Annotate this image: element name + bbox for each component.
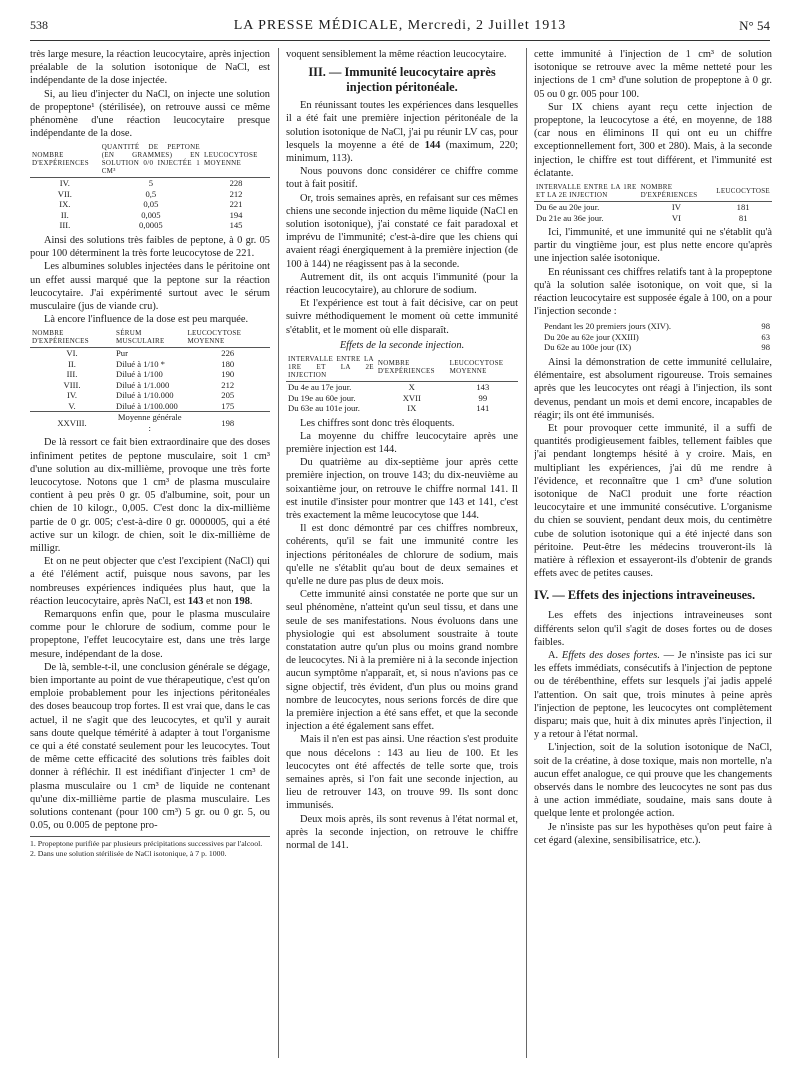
paragraph: Et pour provoquer cette immunité, il a suffi de quantités prodigieusement faibles, tellement faibles que j'ai pendant longtemps hésité à y croire. Mais, en multipliant les expériences, j'ai dû me rendre à l'évidence, et reconnaître que 1 cm³ d'une solution isotonique de NaCl produit une forte réaction leucocytaire et une immunité consécutive. L'organisme du chien se souvient, pendant deux mois, du centimètre cube de solution isotonique qui a été injecté dans son péritoine. Peut-être les médecins trouveront-ils là matière à réflexion et essayeront-ils d'obtenir de grands effets avec de petites causes. [534, 422, 772, 580]
paragraph: Nous pouvons donc considérer ce chiffre comme tout à fait positif. [286, 166, 518, 191]
paragraph: En réunissant ces chiffres relatifs tant à la propeptone qu'à la solution salée isotonique, on voit que, si la réaction leucocytaire est supposée égale à 100, on a pour l'injection seconde : [534, 266, 772, 318]
table-row: VI. Pur 226 [66, 348, 235, 359]
paragraph: Il est donc démontré par ces chiffres nombreux, cohérents, qu'il se fait une immunité contre les injections péritonéales de chlorure de sodium, mais qu'elle ne s'établit qu'au bout de deux semaines et qu'elle ne dure pas plus de deux mois. [286, 523, 518, 587]
paragraph: Ici, l'immunité, et une immunité qui ne s'établit qu'à partir du vingtième jour, est plus nette encore qu'après une injection salée isotonique. [534, 227, 772, 265]
paragraph: Ainsi la démonstration de cette immunité cellulaire, élémentaire, est absolument rigoureuse. Trois semaines après que les leucocytes ont réagi à l'injection, ils sont devenus, pendant un mois et demi encore, incapables de réagir; ils ont été immunisés. [534, 356, 772, 421]
table-row: Du 19e au 60e jour. XVII 99 [288, 392, 488, 403]
table-header: LEUCOCYTOSE MOYENNE [185, 329, 270, 348]
table-row: V. Dilué à 1/100.000 175 [68, 400, 235, 411]
column-3 [534, 48, 772, 1068]
journal-title: LA PRESSE MÉDICALE, Mercredi, 2 Juillet 1913 [233, 18, 567, 33]
paragraph: Or, trois semaines après, en refaisant sur ces mêmes chiens une seconde injection du même liquide (NaCl en solution isotonique), j'ai constaté ce fait paradoxal et imprévu de l'immunité; c'est-à-dire que les chiens qui avaient réagi énergiquement à la première injection (de 100 à 144) ne réagissent pas à la seconde. [286, 192, 518, 270]
table-row: IX. 0,05 221 [59, 199, 243, 210]
table-row: Du 21e au 36e jour. VI 81 [536, 212, 748, 223]
paragraph: Et l'expérience est tout à fait décisive, car on peut suivre méthodiquement le moment où cette immunité s'établit, et le moment où elle disparaît. [286, 298, 518, 336]
paragraph: Deux mois après, ils sont revenus à l'état normal et, après la seconde injection, on retrouve le chiffre normal de 141. [286, 813, 518, 852]
table-title: Effets de la seconde injection. [339, 339, 465, 351]
serum-dose-table [30, 329, 270, 433]
table-row: IV. 5 228 [59, 178, 243, 189]
table-header: NOMBRE D'EXPÉRIENCES [376, 355, 448, 382]
paragraph: La moyenne du chiffre leucocytaire après une première injection est 144. [286, 430, 518, 455]
header-rule [30, 40, 770, 41]
table-header: NOMBRE D'EXPÉRIENCES [639, 183, 715, 202]
paragraph: Ainsi des solutions très faibles de peptone, à 0 gr. 05 pour 100 déterminent la très forte leucocytose de 221. [30, 234, 270, 260]
table-row: IV. Dilué à 1/10.000 205 [66, 390, 235, 401]
combined-ratio-table [534, 321, 772, 353]
table-row: Du 6e au 20e jour. IV 181 [536, 202, 750, 213]
propeptone-immunity-table [534, 183, 772, 223]
footnote: 1. Propeptone purifiée par plusieurs précipitations successives par l'alcool. [30, 839, 263, 849]
paragraph: En réunissant toutes les expériences dans lesquelles il a été fait une première injection péritonéale de la solution isotonique de NaCl, j'ai pu réunir LV cas, pour lesquels la moyenne a été de 144 (maximum, 220; minimum, 113). [286, 100, 518, 165]
paragraph: Et on ne peut objecter que c'est l'excipient (NaCl) qui a été l'élément actif, puisque nous savons, par les nombreuses expériences indiquées plus haut, que la réaction leucocytaire, après NaCl, est 143 et non 198. [30, 556, 270, 607]
paragraph: voquent sensiblement la même réaction leucocytaire. [286, 49, 507, 60]
paragraph: Du quatrième au dix-septième jour après cette première injection, on trouve 143; du dix-neuvième au soixantième jour, on retrouve le chiffre normal 141. Il est inutile d'insister pour montrer que 143 et 141, c'est très exactement la même leucocytose que 144. [286, 457, 518, 521]
table-header: LEUCOCYTOSE MOYENNE [448, 355, 518, 382]
table-row: III. 0,0005 145 [59, 220, 243, 231]
paragraph: Autrement dit, ils ont acquis l'immunité (pour la réaction leucocytaire), au chlorure de sodium. [286, 271, 518, 297]
paragraph: Sur IX chiens ayant reçu cette injection de propeptone, la leucocytose a été, en moyenne, de 188 (car nous en éliminons II qui ont eu un chiffre exceptionnellement fort, 300 et 280). Mais, à la seconde injection, le chiffre est tout différent, et l'immunité est éclatante. [534, 101, 772, 179]
paragraph: cette immunité à l'injection de 1 cm³ de solution isotonique se retrouve avec la même netteté pour les injections de 1 cm³ d'une solution de propeptone à 0 gr. 05 ou 0 gr. 005 pour 100. [534, 49, 772, 100]
table-row: Pendant les 20 premiers jours (XIV). 98 [544, 321, 770, 332]
paragraph: L'injection, soit de la solution isotonique de NaCl, soit de la créatine, à dose toxique, mais non mortelle, n'a aucun effet analogue, ce qui prouve que les changements observés dans le nombre des leucocytes ne sont pas dus à une action immédiate, soudaine, mais sans doute à quelque lente et prolongée action. [534, 742, 772, 820]
section-heading: III. — Immunité leucocytaire après injection péritonéale. [308, 65, 496, 95]
table-row: Du 20e au 62e jour (XXIII) 63 [544, 331, 770, 342]
paragraph: Les chiffres sont donc très éloquents. [300, 417, 455, 429]
table-row: II. 0,005 194 [60, 209, 243, 220]
paragraph: Mais il n'en est pas ainsi. Une réaction s'est produite que nous décelons : 143 au lieu de 100. Et les leucocytes ont été affectés de telle sorte que, trois semaines après, si l'on fait une seconde injection, au lieu de retrouver 143, on trouve 99. Ils sont donc immunisés. [286, 734, 518, 812]
paragraph: Les albumines solubles injectées dans le péritoine ont un effet aussi marqué que la peptone sur la réaction leucocytaire. J'ai expérimenté surtout avec le sérum musculaire (jus de viande cru). [30, 261, 270, 312]
paragraph: Là encore l'influence de la dose est peu marquée. [44, 314, 249, 326]
paragraph: A. Effets des doses fortes. — Je n'insiste pas ici sur les effets immédiats, consécutifs à l'injection de peptone ou de térébenthine, effets sur lesquels j'ai jadis appelé l'attention. On sait que, trois minutes à peine après l'injection de peptone, les leucocytes ont complètement disparu; mais que, huit à dix minutes après l'injection, il y a retour à l'état normal. [534, 650, 772, 741]
page-number: 538 [30, 18, 48, 32]
table-header: LEUCOCYTOSE MOYENNE [202, 143, 270, 178]
paragraph: Si, au lieu d'injecter du NaCl, on injecte une solution de propeptone¹ (stérilisée), on retrouve aussi ce même phénomène d'une réaction leucocytaire presque indépendante de la dose. [30, 88, 270, 140]
footnotes [30, 836, 270, 858]
table-header: NOMBRE D'EXPÉRIENCES [30, 143, 100, 178]
table-header: SÉRUM MUSCULAIRE [114, 329, 185, 348]
section-heading: IV. — Effets des injections intraveineuses. [534, 588, 756, 603]
peptone-dose-table [30, 143, 270, 231]
paragraph: très large mesure, la réaction leucocytaire, après injection préalable de la solution isotonique de NaCl, est indépendante de la dose injectée. [30, 49, 270, 87]
table-row: II. Dilué à 1/10 * 180 [68, 358, 235, 369]
table-header: INTERVALLE ENTRE LA 1RE ET LA 2E INJECTION [534, 183, 639, 202]
table-header: QUANTITÉ DE PEPTONE (EN GRAMMES) EN SOLUTION 0/0 INJECTÉE 1 CM³ [100, 143, 202, 178]
column-divider [526, 48, 527, 1058]
paragraph: De là ressort ce fait bien extraordinaire que des doses infiniment petites de peptone musculaire, soit 1 cm³ d'une solution au dix-millième, provoque une très forte leucocytose. Notons que 1 cm³ de plasma musculaire contient à peu près 0 gr. 05 d'albumine, soit, pour un chien de 10 kilogr., 0,005. C'est donc la dix-millième partie de 0 gr. 005; c'est-à-dire 0 gr. 0000005, qui a été active sur un kilogr. de chien, soit le dix-millième de milligr. [30, 437, 270, 554]
second-injection-table [286, 355, 518, 414]
table-row: Du 62e au 100e jour (IX) 98 [544, 342, 770, 353]
table-total-row: XXVIII. Moyenne générale : 198 [30, 412, 270, 434]
table-header: INTERVALLE ENTRE LA 1RE ET LA 2E INJECTION [286, 355, 376, 382]
table-header: NOMBRE D'EXPÉRIENCES [30, 329, 114, 348]
paragraph: De là, semble-t-il, une conclusion générale se dégage, bien importante au point de vue thérapeutique, c'est qu'on emploie probablement pour les injections péritonéales des doses beaucoup trop fortes. Il est vrai que, dans le cas actuel, il ne s'agit que des leucocytes, et qu'il y aurait sans doute quelque témérité à adapter à tout l'organisme ce qui a été constaté seulement pour les leucocytes. Tout de même cette efficacité des solutions très faibles doit donner à réfléchir. Il est inédifiant d'injecter 1 cm³ de plasma musculaire ou 1 cm³ de liquide ne contenant qu'une dix-millième partie de plasma musculaire. Les solutions contenant (pour 100 cm³) 5 gr. ou 0 gr. 5, ou 0.05, ou 0.005 de peptone pro- [30, 661, 270, 832]
table-row: III. Dilué à 1/100 190 [66, 369, 235, 380]
table-row: VIII. Dilué à 1/1.000 212 [63, 379, 235, 390]
column-1 [30, 48, 270, 1068]
running-header [30, 18, 770, 40]
paragraph: Les effets des injections intraveineuses sont différents selon qu'il s'agit de doses fortes ou de doses faibles. [534, 610, 772, 648]
footnote: 2. Dans une solution stérilisée de NaCl isotonique, à 7 p. 1000. [30, 848, 227, 858]
table-row: Du 63e au 101e jour. IX 141 [288, 403, 490, 414]
table-row: Du 4e au 17e jour. X 143 [288, 382, 490, 393]
paragraph: Je n'insiste pas sur les hypothèses qu'on peut faire à cet égard (alexine, sensibilisatrice, etc.). [534, 821, 772, 846]
column-2 [286, 48, 518, 1068]
table-header: LEUCOCYTOSE [714, 183, 772, 202]
table-row: VII. 0,5 212 [57, 188, 243, 199]
issue-number: N° 54 [739, 18, 770, 33]
paragraph: Cette immunité ainsi constatée ne porte que sur un seul phénomène, n'atteint qu'un seul tissu, et dans une seule de ses manifestations. Nous évoluons dans une physiologie qui est absolument soustraite à toute constatation autre qu'un plus ou moins grand nombre de leucocytes. Ni à la première ni à la seconde injection aucun symptôme n'apparaît, et, si nous n'avions pas ce signe objectif, très évident, d'un plus ou moins grand nombre de leucocytes, nous serions forcés de dire que la première injection a été sans effet, et que la seconde injection a été également sans effet. [286, 589, 518, 733]
paragraph: Remarquons enfin que, pour le plasma musculaire comme pour le chlorure de sodium, comme pour le propeptone, l'effet leucocytaire est, dans une très large mesure, indépendant de la dose. [30, 608, 270, 660]
column-divider [278, 48, 279, 1058]
